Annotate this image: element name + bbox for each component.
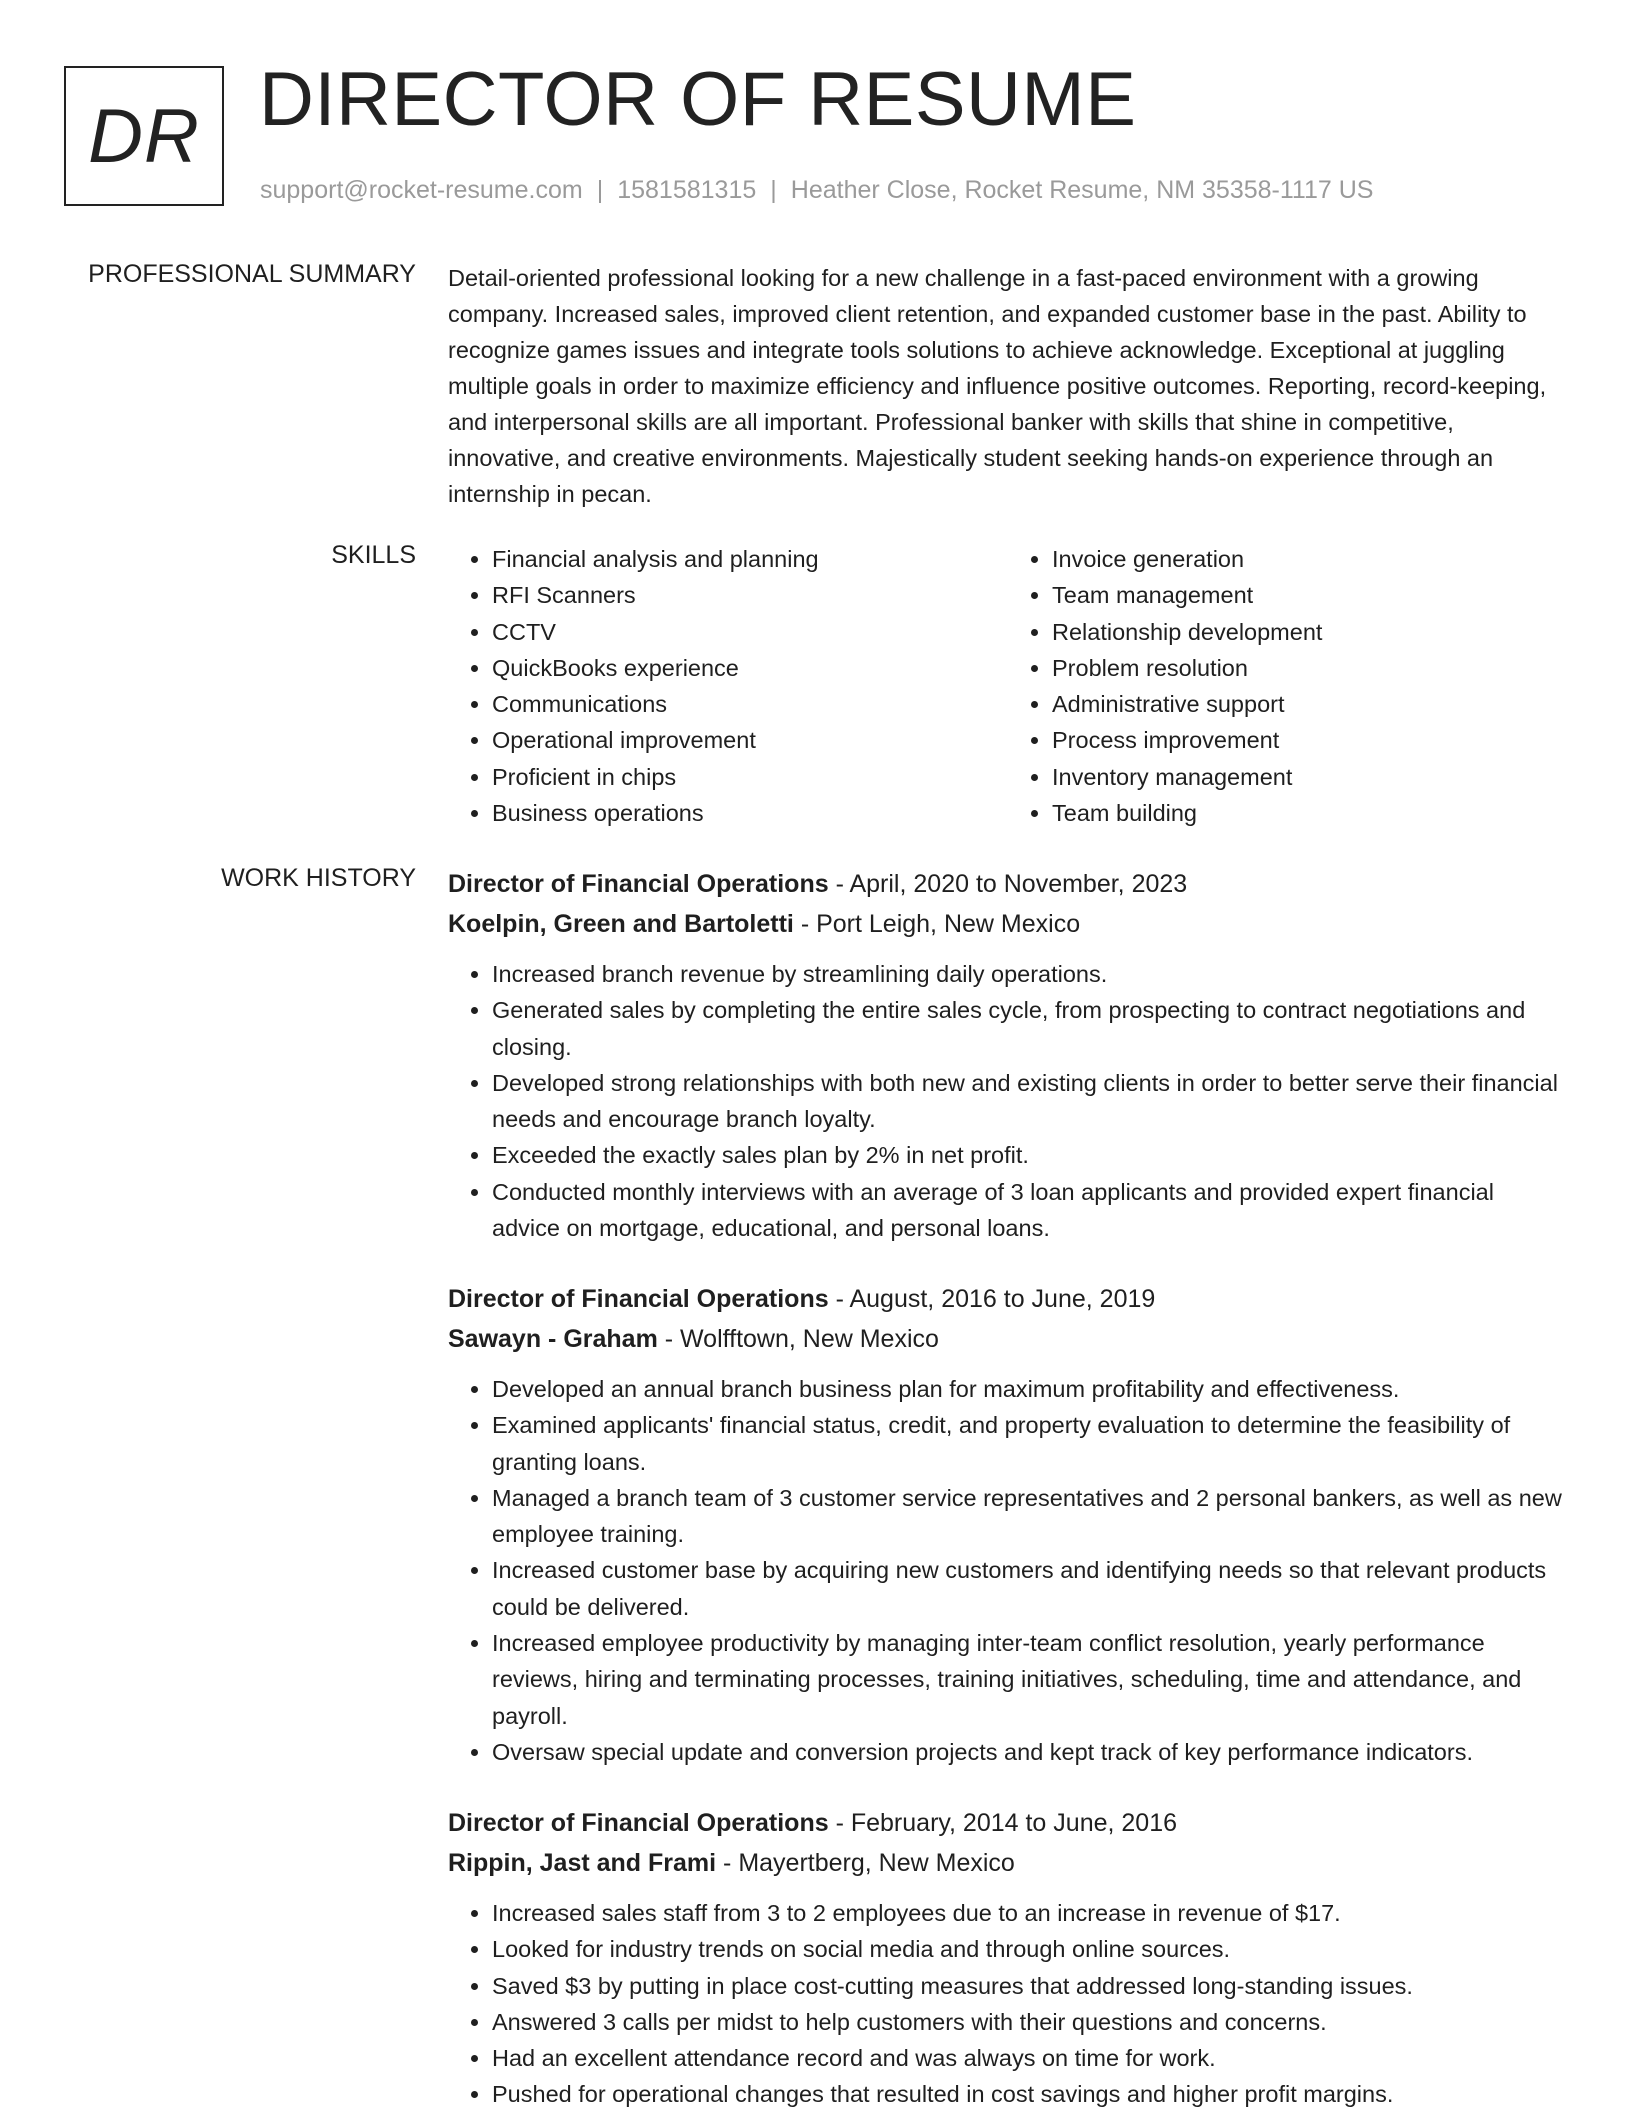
skill-item: • RFI Scanners xyxy=(492,577,1008,613)
work-history-body xyxy=(448,864,1568,2108)
job-bullet: • Pushed for operational changes that resulted in cost savings and higher profit margins. xyxy=(492,2076,1568,2112)
contact-email: support@rocket-resume.com xyxy=(260,176,583,204)
skill-item: • Administrative support xyxy=(1052,686,1568,722)
job-dates: - February, 2014 to June, 2016 xyxy=(828,1809,1178,1837)
skill-item: • Process improvement xyxy=(1052,722,1568,758)
job-company: Rippin, Jast and Frami xyxy=(448,1849,717,1877)
job-entry xyxy=(448,1803,1568,2113)
job-bullet: • Conducted monthly interviews with an average of 3 loan applicants and provided expert financial advice on mortgage, educational, and personal loans. xyxy=(492,1174,1568,1247)
job-company-line xyxy=(448,1319,1568,1359)
job-bullet: • Had an excellent attendance record and was always on time for work. xyxy=(492,2040,1568,2076)
contact-line xyxy=(260,176,1373,205)
summary-heading: PROFESSIONAL SUMMARY xyxy=(88,260,416,288)
job-bullet: • Generated sales by completing the entire sales cycle, from prospecting to contract negotiations and closing. xyxy=(492,992,1568,1065)
skill-item: • Invoice generation xyxy=(1052,541,1568,577)
job-entry xyxy=(448,1279,1568,1770)
job-bullets xyxy=(448,1371,1568,1770)
job-entry xyxy=(448,864,1568,1246)
job-location: - Wolfftown, New Mexico xyxy=(657,1325,939,1353)
summary-body xyxy=(448,260,1568,512)
skill-item: • CCTV xyxy=(492,614,1008,650)
skill-item: • Proficient in chips xyxy=(492,759,1008,795)
job-bullet: • Developed an annual branch business plan for maximum profitability and effectiveness. xyxy=(492,1371,1568,1407)
skill-item: • Team management xyxy=(1052,577,1568,613)
job-bullets xyxy=(448,1895,1568,2113)
job-title: Director of Financial Operations xyxy=(448,870,829,898)
job-location: - Mayertberg, New Mexico xyxy=(716,1849,1015,1877)
skills-list-right xyxy=(1008,541,1568,831)
job-bullet: • Increased sales staff from 3 to 2 employees due to an increase in revenue of $17. xyxy=(492,1895,1568,1931)
job-dates: - August, 2016 to June, 2019 xyxy=(828,1285,1156,1313)
job-bullet: • Oversaw special update and conversion projects and kept track of key performance indicators. xyxy=(492,1734,1568,1770)
skill-item: • Business operations xyxy=(492,795,1008,831)
resume-name: DIRECTOR OF RESUME xyxy=(259,57,1137,142)
job-bullet: • Examined applicants' financial status, credit, and property evaluation to determine the feasibility of granting loans. xyxy=(492,1407,1568,1480)
contact-phone: 1581581315 xyxy=(617,176,757,204)
summary-text: Detail-oriented professional looking for a new challenge in a fast-paced environment with a growing company. Increased sales, improved client retention, and expanded customer base in the past. Ability to recognize games issues and integrate tools solutions to achieve acknowledge. Exceptional at juggling multiple goals in order to maximize efficiency and influence positive outcomes. Reporting, record-keeping, and interpersonal skills are all important. Professional banker with skills that shine in competitive, innovative, and creative environments. Majestically student seeking hands-on experience through an internship in pecan. xyxy=(448,265,1547,507)
job-bullets xyxy=(448,956,1568,1246)
job-bullet: • Managed a branch team of 3 customer service representatives and 2 personal bankers, as well as new employee training. xyxy=(492,1480,1568,1553)
skills-body xyxy=(448,541,1568,831)
job-company: Sawayn - Graham xyxy=(448,1325,658,1353)
skills-list-left xyxy=(448,541,1008,831)
job-company-line xyxy=(448,904,1568,944)
monogram-initials: DR xyxy=(88,93,200,179)
work-history-heading: WORK HISTORY xyxy=(221,864,416,892)
skill-item: • Financial analysis and planning xyxy=(492,541,1008,577)
job-bullet: • Answered 3 calls per midst to help customers with their questions and concerns. xyxy=(492,2004,1568,2040)
job-dates: - April, 2020 to November, 2023 xyxy=(828,870,1188,898)
skill-item: • Relationship development xyxy=(1052,614,1568,650)
job-title-line xyxy=(448,1279,1568,1319)
monogram-box xyxy=(64,66,224,206)
skill-item: • Team building xyxy=(1052,795,1568,831)
job-company: Koelpin, Green and Bartoletti xyxy=(448,910,794,938)
job-bullet: • Increased employee productivity by managing inter-team conflict resolution, yearly performance reviews, hiring and terminating processes, training initiatives, scheduling, time and attendance, and payroll. xyxy=(492,1625,1568,1734)
job-company-line xyxy=(448,1843,1568,1883)
job-bullet: • Looked for industry trends on social media and through online sources. xyxy=(492,1931,1568,1967)
job-title: Director of Financial Operations xyxy=(448,1809,829,1837)
job-bullet: • Increased customer base by acquiring new customers and identifying needs so that relevant products could be delivered. xyxy=(492,1552,1568,1625)
contact-separator: | xyxy=(770,176,777,204)
skill-item: • Communications xyxy=(492,686,1008,722)
job-bullet: • Saved $3 by putting in place cost-cutting measures that addressed long-standing issues. xyxy=(492,1968,1568,2004)
job-bullet: • Developed strong relationships with both new and existing clients in order to better serve their financial needs and encourage branch loyalty. xyxy=(492,1065,1568,1138)
job-bullet: • Exceeded the exactly sales plan by 2% in net profit. xyxy=(492,1137,1568,1173)
job-bullet: • Increased branch revenue by streamlining daily operations. xyxy=(492,956,1568,992)
skill-item: • Operational improvement xyxy=(492,722,1008,758)
job-title-line xyxy=(448,864,1568,904)
job-title-line xyxy=(448,1803,1568,1843)
contact-address: Heather Close, Rocket Resume, NM 35358-1117 US xyxy=(790,176,1374,204)
skill-item: • Problem resolution xyxy=(1052,650,1568,686)
skill-item: • Inventory management xyxy=(1052,759,1568,795)
job-title: Director of Financial Operations xyxy=(448,1285,829,1313)
contact-separator: | xyxy=(596,176,604,204)
job-location: - Port Leigh, New Mexico xyxy=(793,910,1081,938)
skills-heading: SKILLS xyxy=(331,541,416,569)
skill-item: • QuickBooks experience xyxy=(492,650,1008,686)
